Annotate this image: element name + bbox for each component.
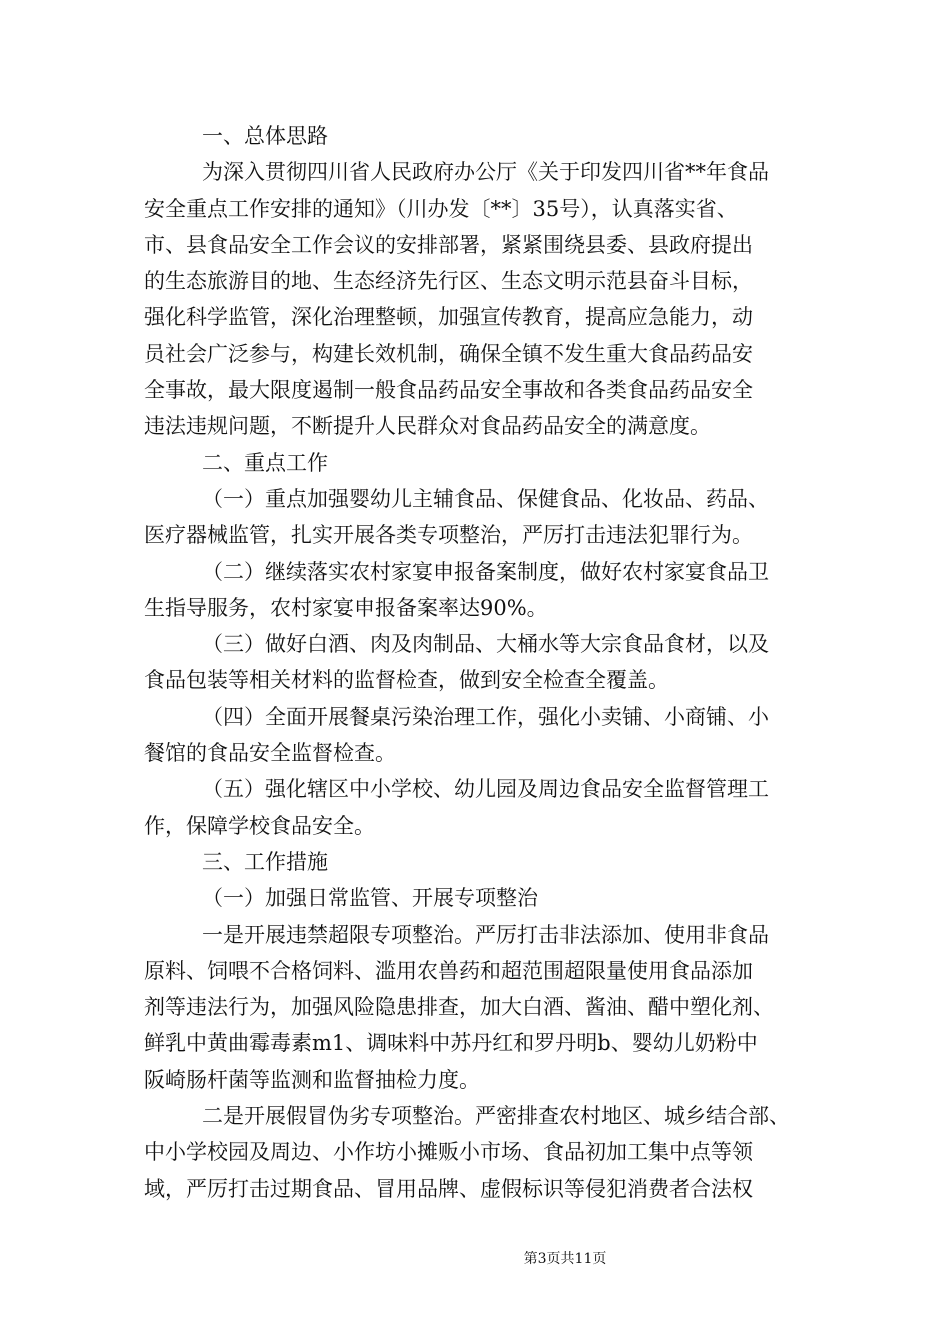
text-line: 剂等违法行为，加强风险隐患排查，加大白酒、酱油、醋中塑化剂、 — [144, 995, 774, 1020]
text-line: 三、工作措施 — [202, 849, 328, 874]
text-line: 作，保障学校食品安全。 — [144, 813, 375, 838]
text-line: 阪崎肠杆菌等监测和监督抽检力度。 — [144, 1067, 480, 1092]
text-line: （三）做好白酒、肉及肉制品、大桶水等大宗食品食材，以及 — [202, 632, 769, 657]
text-line: 域，严厉打击过期食品、冒用品牌、虚假标识等侵犯消费者合法权 — [144, 1176, 753, 1201]
text-line: （一）重点加强婴幼儿主辅食品、保健食品、化妆品、药品、 — [202, 486, 769, 511]
text-line: 安全重点工作安排的通知》（川办发〔**〕35号），认真落实省、 — [144, 196, 738, 221]
text-line: 强化科学监管，深化治理整顿，加强宣传教育，提高应急能力，动 — [144, 305, 753, 330]
text-line: 市、县食品安全工作会议的安排部署，紧紧围绕县委、县政府提出 — [144, 232, 753, 257]
text-line: 原料、饲喂不合格饲料、滥用农兽药和超范围超限量使用食品添加 — [144, 958, 753, 983]
text-line: 二、重点工作 — [202, 450, 328, 475]
text-line: 员社会广泛参与，构建长效机制，确保全镇不发生重大食品药品安 — [144, 341, 753, 366]
text-line: 为深入贯彻四川省人民政府办公厅《关于印发四川省**年食品 — [202, 160, 769, 185]
text-line: 中小学校园及周边、小作坊小摊贩小市场、食品初加工集中点等领 — [144, 1140, 753, 1165]
text-line: 医疗器械监管，扎实开展各类专项整治，严厉打击违法犯罪行为。 — [144, 523, 753, 548]
text-line: 的生态旅游目的地、生态经济先行区、生态文明示范县奋斗目标， — [144, 269, 753, 294]
text-line: 餐馆的食品安全监督检查。 — [144, 741, 396, 766]
document-body — [144, 118, 812, 1207]
text-line: 全事故，最大限度遏制一般食品药品安全事故和各类食品药品安全 — [144, 378, 753, 403]
text-line: 食品包装等相关材料的监督检查，做到安全检查全覆盖。 — [144, 668, 669, 693]
text-line: 二是开展假冒伪劣专项整治。严密排查农村地区、城乡结合部、 — [202, 1104, 790, 1129]
text-line: （四）全面开展餐桌污染治理工作，强化小卖铺、小商铺、小 — [202, 704, 769, 729]
text-line: 鲜乳中黄曲霉毒素m1、调味料中苏丹红和罗丹明b、婴幼儿奶粉中 — [144, 1031, 758, 1056]
text-line: （一）加强日常监管、开展专项整治 — [202, 886, 538, 911]
text-line: 违法违规问题，不断提升人民群众对食品药品安全的满意度。 — [144, 414, 711, 439]
text-line: 一是开展违禁超限专项整治。严厉打击非法添加、使用非食品 — [202, 922, 769, 947]
text-line: （五）强化辖区中小学校、幼儿园及周边食品安全监督管理工 — [202, 777, 769, 802]
text-line: 一、总体思路 — [202, 124, 328, 148]
page-number-footer: 第3页共11页 — [523, 1251, 607, 1267]
text-line: 生指导服务，农村家宴申报备案率达90%。 — [144, 595, 548, 620]
text-line: （二）继续落实农村家宴申报备案制度，做好农村家宴食品卫 — [202, 559, 769, 584]
